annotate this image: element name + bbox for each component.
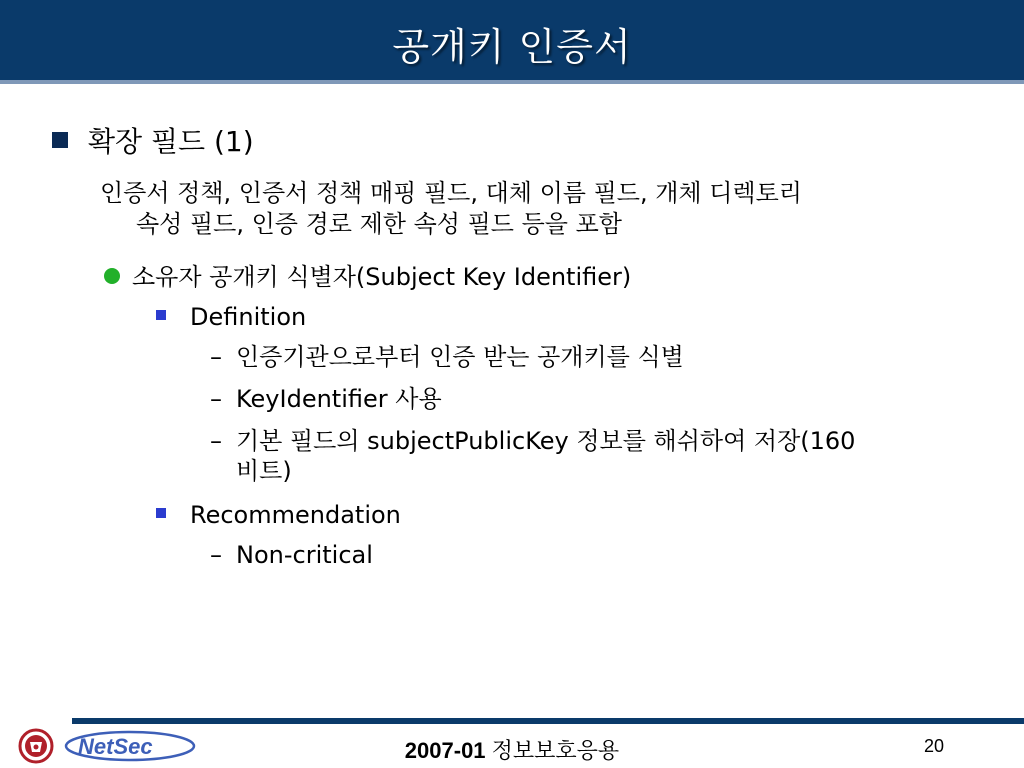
definition-item-text: KeyIdentifier 사용 <box>236 385 442 413</box>
definition-item-text: 인증기관으로부터 인증 받는 공개키를 식별 <box>236 343 684 371</box>
recommendation-item <box>210 540 980 570</box>
heading-text: 확장 필드 (1) <box>88 125 254 158</box>
dash-bullet: – <box>210 427 222 455</box>
blue-square-bullet-icon <box>156 508 166 518</box>
definition-item-continuation: 비트) <box>236 457 292 485</box>
definition-row <box>156 302 306 332</box>
blue-square-bullet-icon <box>156 310 166 320</box>
dash-bullet: – <box>210 541 222 569</box>
green-circle-bullet-icon <box>104 268 120 284</box>
slide-title: 공개키 인증서 <box>392 25 632 69</box>
description-paragraph <box>100 178 980 240</box>
square-bullet-icon <box>52 132 68 148</box>
heading-row <box>52 124 254 160</box>
footer-course-label <box>0 734 1024 765</box>
recommendation-item-text: Non-critical <box>236 541 373 569</box>
footer-rule <box>72 718 1024 724</box>
definition-item <box>210 384 980 414</box>
paragraph-line-1: 인증서 정책, 인증서 정책 매핑 필드, 대체 이름 필드, 개체 디렉토리 <box>100 179 802 207</box>
definition-label: Definition <box>190 303 307 331</box>
footer-year: 2007-01 <box>404 738 486 763</box>
definition-item <box>210 426 980 486</box>
netsec-logo-text: NetSec <box>78 734 153 759</box>
recommendation-row <box>156 500 401 530</box>
subheading-row <box>104 262 631 292</box>
dash-bullet: – <box>210 385 222 413</box>
definition-item-text: 기본 필드의 subjectPublicKey 정보를 해쉬하여 저장(160 <box>236 427 856 455</box>
paragraph-line-2: 속성 필드, 인증 경로 제한 속성 필드 등을 포함 <box>136 210 622 238</box>
footer-course-name: 정보보호응용 <box>491 739 620 764</box>
dash-bullet: – <box>210 343 222 371</box>
page-number: 20 <box>924 736 945 756</box>
recommendation-label: Recommendation <box>190 501 401 529</box>
definition-item <box>210 342 980 372</box>
subheading-text: 소유자 공개키 식별자(Subject Key Identifier) <box>132 263 632 291</box>
